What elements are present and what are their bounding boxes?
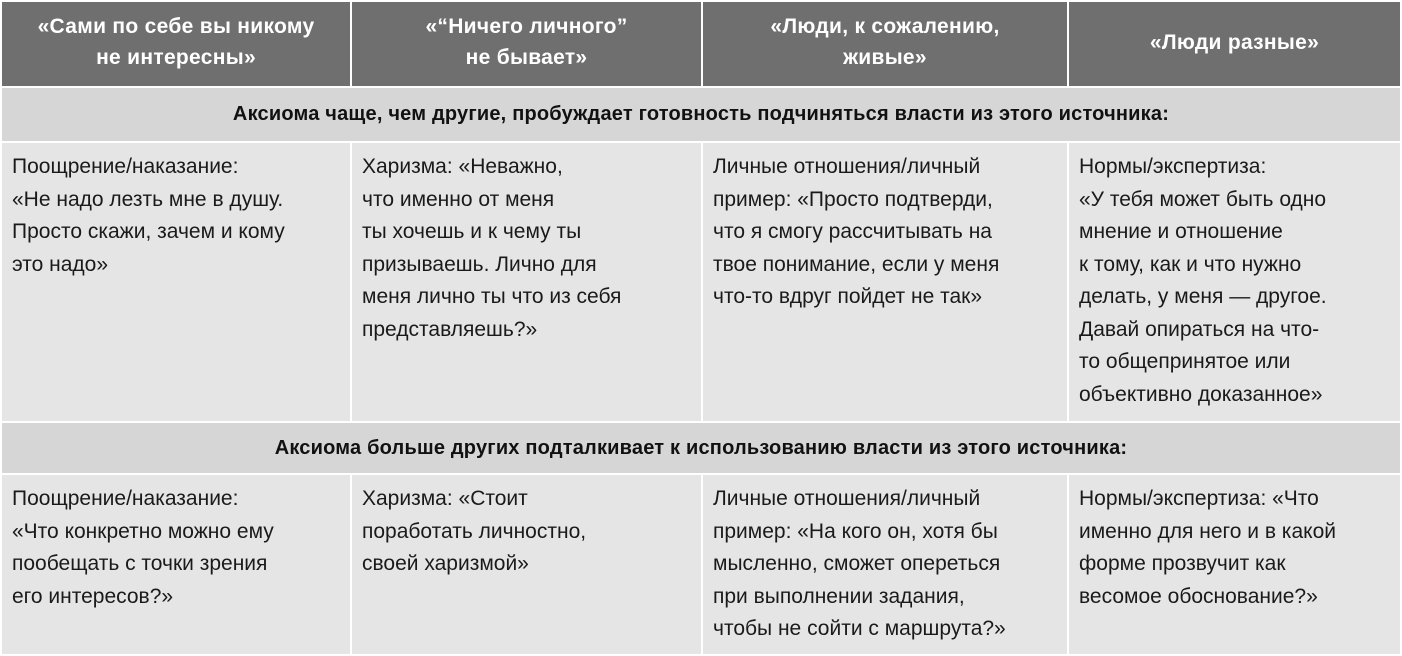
- column-header-people-different: «Люди разные»: [1068, 1, 1401, 87]
- cell-personal-relations: Личные отношения/личный пример: «Просто подтверди, что я смогу рассчитывать на твое понимание, если у меня что-то вдруг пойдет не так»: [702, 142, 1068, 422]
- header-row: [1, 1, 1401, 87]
- cell-reward-punishment: Поощрение/наказание: «Не надо лезть мне в душу. Просто скажи, зачем и кому это надо»: [1, 142, 351, 422]
- cell-norms-expertise: Нормы/экспертиза: «Что именно для него и в какой форме прозвучит как весомое обоснование?»: [1068, 474, 1401, 655]
- section-title-usage: Аксиома больше других подталкивает к использованию власти из этого источника:: [1, 422, 1401, 474]
- cell-norms-expertise: Нормы/экспертиза: «У тебя может быть одно мнение и отношение к тому, как и что нужно делать, у меня — другое. Давай опираться на что- то общепринятое или объективно доказанное»: [1068, 142, 1401, 422]
- section-row-usage: [1, 422, 1401, 474]
- section-row-readiness: [1, 87, 1401, 142]
- column-header-nothing-personal: «“Ничего личного” не бывает»: [351, 1, 702, 87]
- column-header-not-interesting: «Сами по себе вы никому не интересны»: [1, 1, 351, 87]
- table-row: [1, 142, 1401, 422]
- section-title-readiness: Аксиома чаще, чем другие, пробуждает готовность подчиняться власти из этого источника:: [1, 87, 1401, 142]
- column-header-people-alive: «Люди, к сожалению, живые»: [702, 1, 1068, 87]
- cell-personal-relations: Личные отношения/личный пример: «На кого он, хотя бы мысленно, сможет опереться при выполнении задания, чтобы не сойти с маршрута?»: [702, 474, 1068, 655]
- cell-reward-punishment: Поощрение/наказание: «Что конкретно можно ему пообещать с точки зрения его интересов?»: [1, 474, 351, 655]
- table-row: [1, 474, 1401, 655]
- cell-charisma: Харизма: «Неважно, что именно от меня ты хочешь и к чему ты призываешь. Лично для меня лично ты что из себя представляешь?»: [351, 142, 702, 422]
- cell-charisma: Харизма: «Стоит поработать личностно, своей харизмой»: [351, 474, 702, 655]
